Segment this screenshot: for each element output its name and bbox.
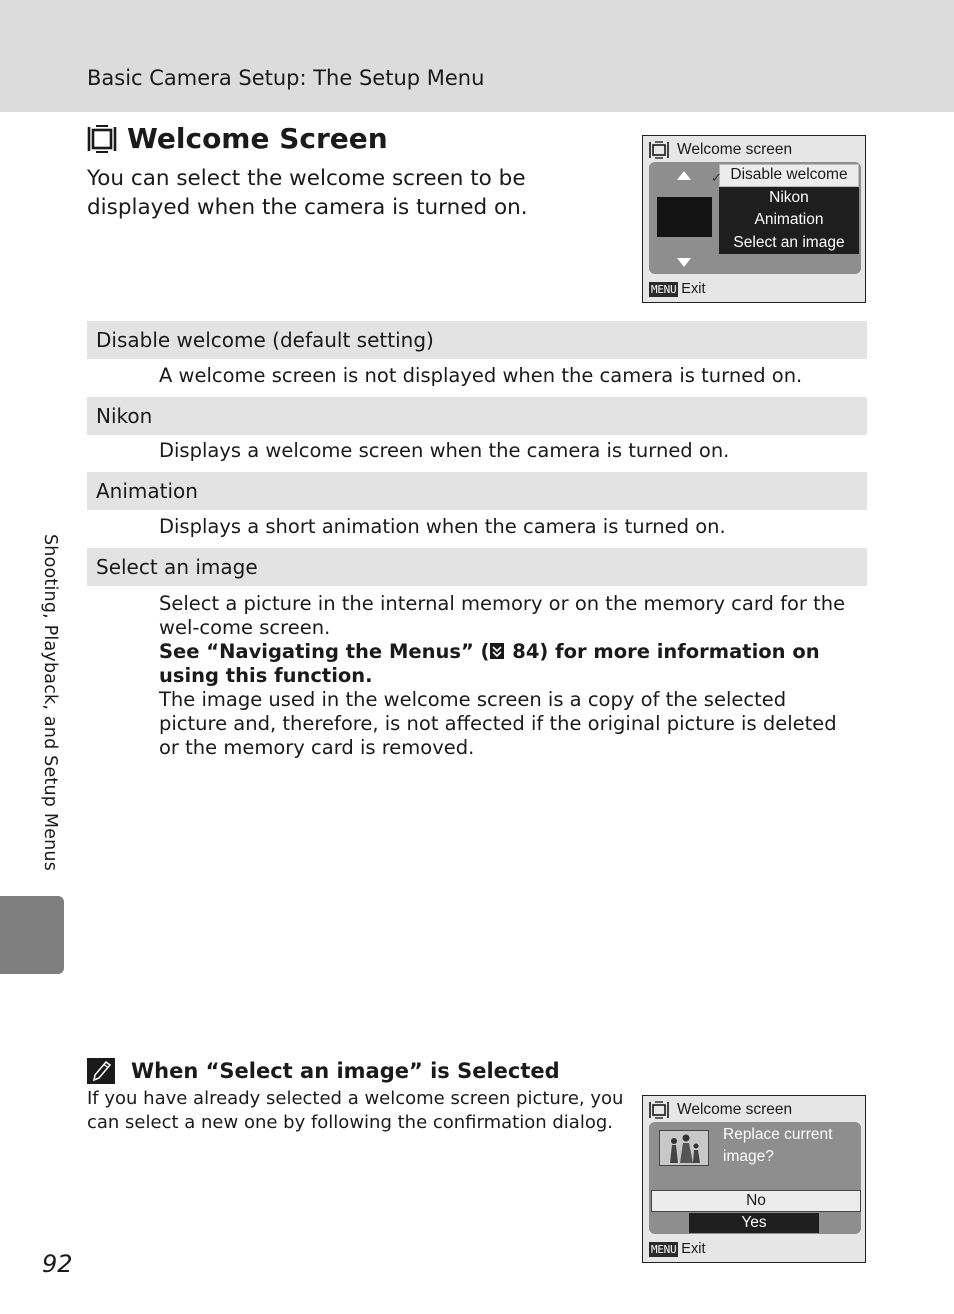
option-description-disable-welcome: A welcome screen is not displayed when the camera is turned on. [159, 364, 803, 387]
exit-label: Exit [681, 1241, 706, 1257]
welcome-screen-icon [649, 141, 669, 159]
camera-menu-panel [649, 162, 861, 274]
menu-item-animation[interactable]: Animation [719, 209, 859, 232]
header-band [0, 0, 954, 112]
scroll-down-arrow-icon[interactable] [677, 258, 691, 267]
page-reference-icon [489, 642, 505, 660]
option-heading-select-an-image: Select an image [87, 548, 867, 586]
camera-menu-list [711, 164, 859, 254]
note-title: When “Select an image” is Selected [131, 1059, 560, 1083]
option-heading-disable-welcome: Disable welcome (default setting) [87, 321, 867, 359]
menu-item-select-an-image[interactable]: Select an image [719, 232, 859, 255]
note-body: If you have already selected a welcome screen picture, you can select a new one by following the confirmation dialog. [87, 1088, 624, 1133]
option-description-animation: Displays a short animation when the camera is turned on. [159, 515, 726, 538]
menu-button-badge[interactable]: MENU [651, 1242, 677, 1256]
option-heading-animation: Animation [87, 472, 867, 510]
see-navigating-menus-text: See “Navigating the Menus” ( 84) for more information on using this function. [159, 640, 820, 687]
sidebar-section-label: Shooting, Playback, and Setup Menus [40, 534, 60, 872]
page-title: Welcome Screen [127, 122, 388, 155]
welcome-image-thumbnail [659, 1130, 709, 1166]
family-photo-icon [660, 1131, 708, 1165]
camera-screen-replace-dialog [642, 1095, 866, 1263]
camera-screen-title-row [649, 141, 792, 159]
option-description-nikon: Displays a welcome screen when the camera is turned on. [159, 439, 730, 462]
menu-item-nikon[interactable]: Nikon [719, 187, 859, 210]
camera-screen-welcome-menu [642, 135, 866, 303]
check-icon: ✓ [711, 170, 722, 185]
dialog-panel [649, 1122, 861, 1234]
preview-thumbnail [657, 197, 712, 237]
section-header: Basic Camera Setup: The Setup Menu [87, 66, 485, 90]
camera-footer [649, 1241, 705, 1257]
option-heading-nikon: Nikon [87, 397, 867, 435]
sidebar-tab-marker [0, 896, 64, 974]
camera-screen-title: Welcome screen [677, 141, 793, 158]
scroll-up-arrow-icon[interactable] [677, 171, 691, 180]
page-title-row [87, 122, 388, 155]
welcome-screen-icon [87, 124, 117, 154]
dialog-option-no[interactable]: No [651, 1190, 861, 1212]
camera-footer [649, 281, 705, 297]
camera-screen-title: Welcome screen [677, 1101, 793, 1118]
welcome-screen-icon [649, 1101, 669, 1119]
option-description-select-an-image [159, 592, 859, 760]
intro-text: You can select the welcome screen to be displayed when the camera is turned on. [87, 166, 528, 220]
note-heading-row [87, 1058, 560, 1084]
select-image-text-1: Select a picture in the internal memory or on the memory card for the wel-come screen. [159, 592, 846, 639]
exit-label: Exit [681, 281, 706, 297]
dialog-option-yes[interactable]: Yes [689, 1213, 819, 1233]
menu-button-badge[interactable]: MENU [651, 282, 677, 296]
select-image-text-3: The image used in the welcome screen is a copy of the selected picture and, therefore, is not affected if the original picture is deleted or the memory card is removed. [159, 688, 837, 759]
page-number: 92 [42, 1250, 73, 1278]
menu-item-disable-welcome[interactable]: ✓ Disable welcome [719, 164, 859, 187]
dialog-message: Replace current image? [723, 1126, 833, 1165]
camera-screen-title-row [649, 1101, 792, 1119]
note-pencil-icon [87, 1058, 115, 1084]
